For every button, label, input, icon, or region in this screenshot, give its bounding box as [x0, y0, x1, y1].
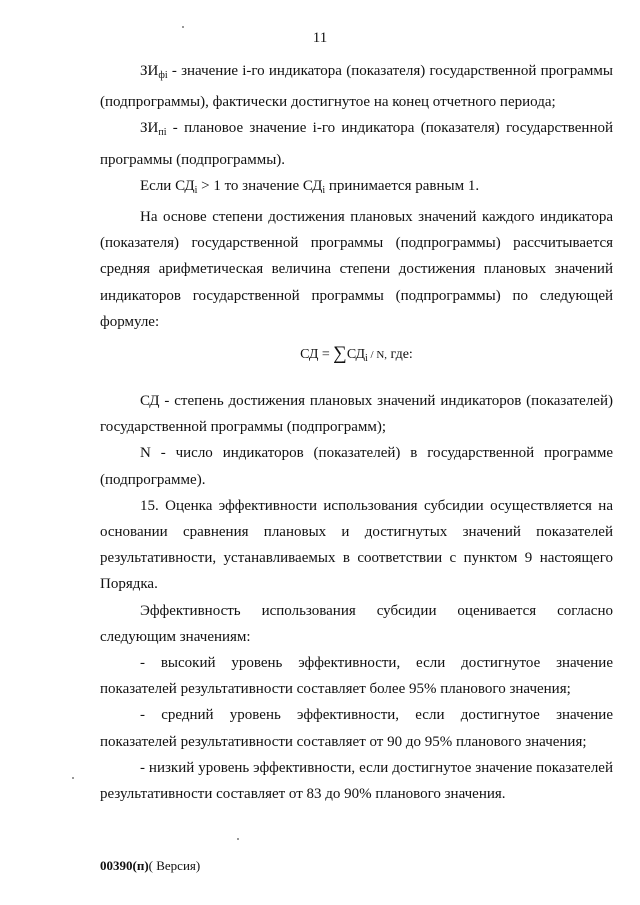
formula-term-subscript: i — [365, 353, 368, 365]
formula-term: СД — [346, 347, 366, 363]
page-number: 11 — [312, 30, 328, 46]
zi-fi-symbol: ЗИ — [140, 63, 159, 79]
paragraph-15: 15. Оценка эффективности использования субсидии осуществляется на основании сравнения плановых и достигнутых значений показателей результативности, устанавливаемых в соответствии с пунктом 9 настоящего Порядка. — [100, 497, 613, 593]
sd-definition: СД - степень достижения плановых значений индикаторов (показателей) государственной программы (подпрограмм); — [100, 393, 613, 436]
formula-divisor: / N, — [367, 349, 388, 362]
zi-fi-definition — [100, 58, 613, 115]
sd-condition-subscript-1: i — [194, 184, 198, 196]
footer-version: ( Версия) — [148, 858, 201, 873]
sd-condition-subscript-2: i — [322, 184, 326, 196]
n-definition: N - число индикаторов (показателей) в государственной программе (подпрограмме). — [100, 445, 613, 488]
average-intro-paragraph: На основе степени достижения плановых значений каждого индикатора (показателя) государственной программы (подпрограммы) рассчитывается средняя арифметическая величина степени достижения плановых значений индикаторов государственной программы (подпрограммы) по следующей формуле: — [100, 209, 613, 330]
scan-speck — [182, 26, 184, 28]
scan-speck — [72, 777, 74, 779]
scan-speck — [237, 838, 239, 840]
level-low-item: - низкий уровень эффективности, если достигнутое значение показателей результативности составляет от 83 до 90% планового значения. — [100, 759, 613, 803]
zi-pi-text: - плановое значение i-го индикатора (показателя) государственной программы (подпрограммы). — [100, 120, 613, 168]
sd-condition — [100, 173, 613, 204]
zi-fi-text: - значение i-го индикатора (показателя) государственной программы (подпрограммы), фактически достигнутое на конец отчетного периода; — [100, 63, 613, 111]
sd-condition-part-b: > 1 то значение СД — [197, 177, 323, 194]
zi-fi-subscript: фi — [158, 70, 168, 81]
formula-sigma-symbol: ∑ — [333, 343, 347, 365]
zi-pi-symbol: ЗИ — [140, 120, 159, 137]
sd-condition-part-a: Если СД — [140, 177, 195, 194]
level-mid-item: - средний уровень эффективности, если достигнутое значение показателей результативности составляет от 90 до 95% планового значения; — [100, 707, 613, 750]
zi-pi-subscript: пi — [158, 127, 167, 139]
formula-tail: где: — [387, 347, 413, 363]
evaluation-intro: Эффективность использования субсидии оценивается согласно следующим значениям: — [100, 602, 613, 645]
document-footer — [100, 858, 200, 874]
formula-lhs: СД = — [300, 347, 334, 363]
level-high-item: - высокий уровень эффективности, если достигнутое значение показателей результативности составляет более 95% планового значения; — [100, 655, 613, 698]
average-formula — [100, 340, 613, 372]
sd-condition-part-c: принимается равным 1. — [325, 177, 480, 194]
zi-pi-definition — [100, 115, 613, 172]
document-body — [100, 58, 613, 807]
footer-document-code: 00390(п) — [100, 858, 149, 873]
